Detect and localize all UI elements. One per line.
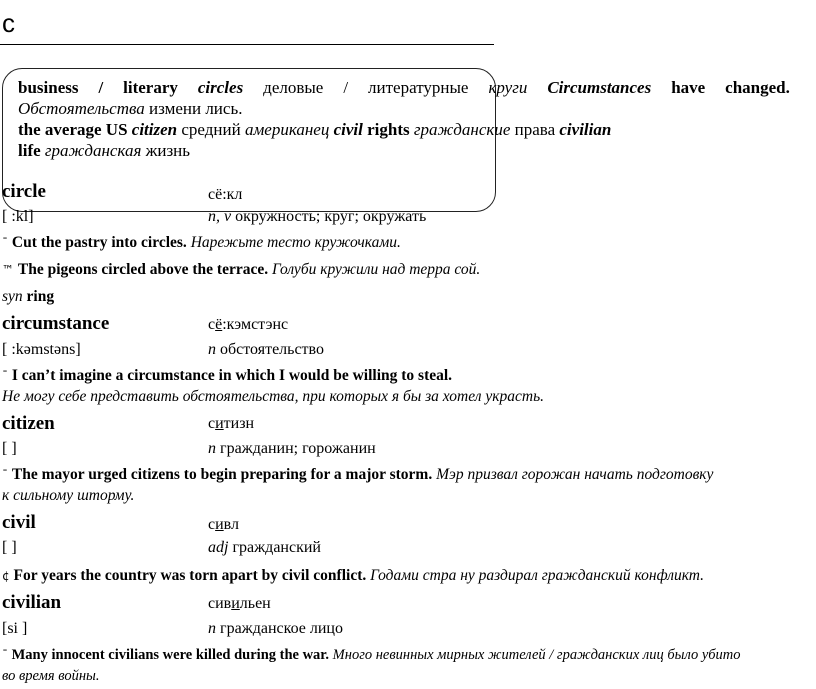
translation: гражданское лицо xyxy=(220,620,343,637)
collo-bold: life xyxy=(18,141,41,160)
definition xyxy=(208,208,426,226)
header-rule xyxy=(0,44,494,45)
definition xyxy=(208,440,376,458)
bullet-icon: ˉ xyxy=(2,468,8,482)
pron-part: с xyxy=(208,316,216,333)
pron-stress: ё xyxy=(215,316,223,333)
headword-circumstance: circumstance xyxy=(2,313,110,334)
collo-bold-italic: civil xyxy=(333,120,363,139)
example-en: Many innocent civilians were killed during the war. xyxy=(11,647,330,663)
definition xyxy=(208,539,321,557)
pronunciation xyxy=(208,516,239,534)
example xyxy=(2,566,704,586)
syn-word: ring xyxy=(26,288,55,305)
example xyxy=(2,233,401,253)
collo-text: измени лись. xyxy=(149,99,243,118)
bullet-icon: ˉ xyxy=(2,369,8,383)
collo-word: have xyxy=(671,78,706,97)
example xyxy=(2,260,480,280)
pronunciation xyxy=(208,595,271,613)
collo-word: literary xyxy=(123,78,178,97)
collo-word: / xyxy=(98,78,104,97)
part-of-speech: adj xyxy=(208,539,229,556)
example-ru-cont: во время войны. xyxy=(2,668,100,684)
headword-civil: civil xyxy=(2,512,36,533)
bullet-icon: ˉ xyxy=(2,236,8,250)
example-ru-cont: к сильному шторму. xyxy=(2,487,135,504)
collo-word: литературные xyxy=(368,78,469,97)
collo-bold-italic: civilian xyxy=(559,120,612,139)
collo-word: деловые xyxy=(263,78,324,97)
pron-stress: и xyxy=(215,516,224,533)
definition xyxy=(208,620,343,638)
pron-part: сив xyxy=(208,595,232,612)
translation: гражданин; горожанин xyxy=(220,440,376,457)
pronunciation xyxy=(208,415,254,433)
syn-label: syn xyxy=(2,288,23,305)
pron-stress: и xyxy=(231,595,240,612)
collo-word: Circumstances xyxy=(547,78,652,97)
example xyxy=(2,366,452,386)
example-en: I can’t imagine a circumstance in which I would be willing to steal. xyxy=(11,367,453,384)
collo-bold: the average US xyxy=(18,120,128,139)
definition xyxy=(208,341,324,359)
example-en: The pigeons circled above the terrace. xyxy=(17,261,269,278)
pronunciation xyxy=(208,316,288,334)
pron-part: тизн xyxy=(223,415,255,432)
example-ru: Не могу себе представить обстоятельства, при которых я бы за хотел украсть. xyxy=(2,388,544,405)
example-ru: Много невинных мирных жителей / гражданских лиц было убито xyxy=(332,647,741,663)
collocation-line-1 xyxy=(18,77,790,98)
part-of-speech: n, v xyxy=(208,208,232,225)
translation: обстоятельство xyxy=(220,341,324,358)
pron-part: льен xyxy=(239,595,271,612)
collo-word: business xyxy=(18,78,79,97)
translation: гражданский xyxy=(232,539,321,556)
example xyxy=(2,465,713,485)
collo-word: circles xyxy=(197,78,244,97)
collo-word: changed. xyxy=(725,78,790,97)
pron-part: вл xyxy=(223,516,239,533)
collo-italic: Обстоятельства xyxy=(18,99,145,118)
section-letter: c xyxy=(2,8,15,38)
synonym xyxy=(2,287,54,307)
collo-text: права xyxy=(514,120,556,139)
bullet-icon: ¢ xyxy=(2,569,10,583)
collocation-line-2 xyxy=(18,98,242,119)
collo-italic: гражданские xyxy=(413,120,511,139)
pron-stress: и xyxy=(215,415,224,432)
pron-part: :кэмстэнс xyxy=(222,316,289,333)
collo-text: средний xyxy=(181,120,241,139)
collocation-line-3 xyxy=(18,119,611,140)
part-of-speech: n xyxy=(208,341,216,358)
collo-word: круги xyxy=(488,78,528,97)
transcription: [ ] xyxy=(2,440,17,457)
pron-part: с xyxy=(208,415,216,432)
example-ru: Нарежьте тесто кружочками. xyxy=(190,234,401,251)
transcription: [si ] xyxy=(2,620,28,637)
bullet-icon: ˉ xyxy=(2,648,8,662)
collo-italic: гражданская xyxy=(44,141,142,160)
transcription: [ :kl] xyxy=(2,208,34,225)
example-en: Cut the pastry into circles. xyxy=(11,234,187,251)
collo-bold-italic: citizen xyxy=(131,120,178,139)
collo-text: жизнь xyxy=(145,141,191,160)
translation: окружность; круг; окружать xyxy=(235,208,427,225)
bullet-icon: ™ xyxy=(2,263,14,277)
collo-italic: американец xyxy=(244,120,330,139)
pronunciation: сё:кл xyxy=(208,186,243,203)
headword-circle: circle xyxy=(2,181,46,202)
example xyxy=(2,645,741,665)
example-ru: Годами стра ну раздирал гражданский конфликт. xyxy=(370,567,705,584)
part-of-speech: n xyxy=(208,440,216,457)
collocation-line-4 xyxy=(18,140,190,161)
example-en: For years the country was torn apart by civil conflict. xyxy=(13,567,367,584)
transcription: [ :kəmstəns] xyxy=(2,341,81,358)
part-of-speech: n xyxy=(208,620,216,637)
collo-word: / xyxy=(343,78,349,97)
headword-civilian: civilian xyxy=(2,592,62,613)
example-ru: Голуби кружили над терра сой. xyxy=(272,261,481,278)
collo-bold: rights xyxy=(367,120,410,139)
pron-part: с xyxy=(208,516,216,533)
example-en: The mayor urged citizens to begin preparing for a major storm. xyxy=(11,466,433,483)
example-ru: Мэр призвал горожан начать подготовку xyxy=(436,466,714,483)
transcription: [ ] xyxy=(2,539,17,556)
headword-citizen: citizen xyxy=(2,413,55,434)
